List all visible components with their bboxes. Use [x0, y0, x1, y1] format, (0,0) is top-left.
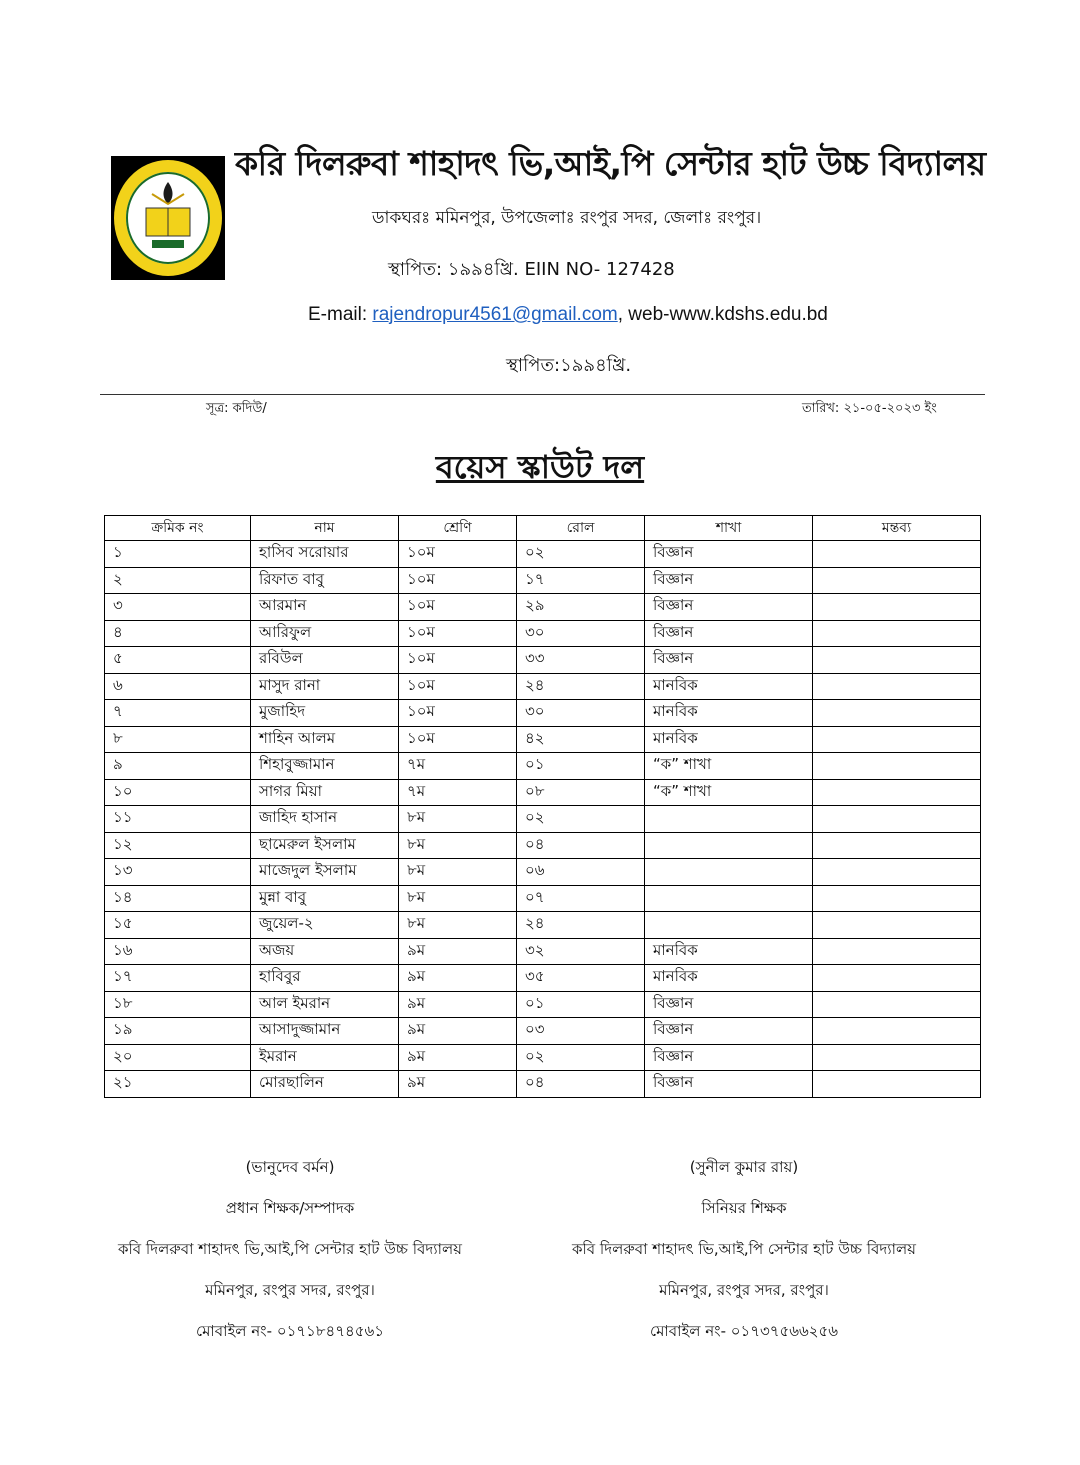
signatory-name: (ভানুদেব বর্মন) — [245, 1158, 335, 1176]
cell-remarks — [813, 753, 981, 780]
cell-branch: বিজ্ঞান — [645, 541, 813, 568]
cell-branch: মানবিক — [645, 726, 813, 753]
cell-serial: ১৭ — [105, 965, 251, 992]
cell-branch: বিজ্ঞান — [645, 647, 813, 674]
cell-class: ৯ম — [399, 1044, 517, 1071]
cell-roll: ০৭ — [517, 885, 645, 912]
cell-name: ছামেরুল ইসলাম — [251, 832, 399, 859]
cell-roll: ২৪ — [517, 912, 645, 939]
cell-branch: বিজ্ঞান — [645, 1071, 813, 1098]
cell-branch — [645, 885, 813, 912]
cell-serial: ৩ — [105, 594, 251, 621]
cell-class: ৮ম — [399, 885, 517, 912]
cell-name: ইমরান — [251, 1044, 399, 1071]
table-row — [105, 912, 981, 939]
cell-name: শিহাবুজ্জামান — [251, 753, 399, 780]
cell-roll: ৩২ — [517, 938, 645, 965]
cell-serial: ১ — [105, 541, 251, 568]
header-class: শ্রেণি — [399, 516, 517, 541]
cell-remarks — [813, 567, 981, 594]
cell-serial: ২ — [105, 567, 251, 594]
cell-roll: ৪২ — [517, 726, 645, 753]
cell-roll: ০২ — [517, 541, 645, 568]
cell-roll: ১৭ — [517, 567, 645, 594]
cell-remarks — [813, 991, 981, 1018]
cell-class: ৯ম — [399, 965, 517, 992]
cell-branch: মানবিক — [645, 938, 813, 965]
cell-remarks — [813, 859, 981, 886]
cell-class: ১০ম — [399, 567, 517, 594]
email-label: E-mail: — [308, 304, 373, 325]
cell-name: রিফাত বাবু — [251, 567, 399, 594]
cell-roll: ০২ — [517, 806, 645, 833]
cell-serial: ১২ — [105, 832, 251, 859]
cell-remarks — [813, 541, 981, 568]
cell-remarks — [813, 832, 981, 859]
cell-name: মুন্না বাবু — [251, 885, 399, 912]
cell-branch — [645, 832, 813, 859]
cell-roll: ০৮ — [517, 779, 645, 806]
cell-class: ১০ম — [399, 673, 517, 700]
cell-name: শাহিন আলম — [251, 726, 399, 753]
cell-name: হাসিব সরোয়ার — [251, 541, 399, 568]
cell-branch: মানবিক — [645, 673, 813, 700]
table-row — [105, 991, 981, 1018]
cell-remarks — [813, 938, 981, 965]
school-name: করি দিলরুবা শাহাদৎ ভি,আই,পি সেন্টার হাট উচ্চ বিদ্যালয় — [235, 144, 986, 183]
header-branch: শাখা — [645, 516, 813, 541]
cell-serial: ৭ — [105, 700, 251, 727]
table-row — [105, 885, 981, 912]
table-row — [105, 594, 981, 621]
table-row — [105, 832, 981, 859]
cell-name: মুজাহিদ — [251, 700, 399, 727]
table-row — [105, 673, 981, 700]
cell-serial: ১৪ — [105, 885, 251, 912]
cell-class: ১০ম — [399, 700, 517, 727]
cell-class: ১০ম — [399, 647, 517, 674]
cell-remarks — [813, 647, 981, 674]
cell-name: জাহিদ হাসান — [251, 806, 399, 833]
cell-branch — [645, 912, 813, 939]
cell-class: ১০ম — [399, 541, 517, 568]
cell-remarks — [813, 965, 981, 992]
cell-roll: ০৪ — [517, 832, 645, 859]
cell-branch — [645, 806, 813, 833]
signatory-mobile: মোবাইল নং- ০১৭৩৭৫৬৬২৫৬ — [649, 1322, 839, 1340]
cell-serial: ৫ — [105, 647, 251, 674]
table-row — [105, 806, 981, 833]
header-roll: রোল — [517, 516, 645, 541]
signatory-address: মমিনপুর, রংপুর সদর, রংপুর। — [659, 1281, 829, 1299]
header-divider — [100, 394, 985, 395]
cell-name: সাগর মিয়া — [251, 779, 399, 806]
cell-class: ৮ম — [399, 832, 517, 859]
cell-remarks — [813, 1071, 981, 1098]
cell-serial: ২১ — [105, 1071, 251, 1098]
table-row — [105, 1071, 981, 1098]
established-year: স্থাপিত:১৯৯৪খ্রি. — [506, 355, 632, 376]
cell-name: আরিফুল — [251, 620, 399, 647]
cell-class: ৯ম — [399, 1018, 517, 1045]
cell-remarks — [813, 700, 981, 727]
table-row — [105, 647, 981, 674]
cell-remarks — [813, 620, 981, 647]
cell-roll: ৩০ — [517, 700, 645, 727]
cell-name: জুয়েল-২ — [251, 912, 399, 939]
signature-block-right — [514, 1156, 974, 1361]
cell-branch: বিজ্ঞান — [645, 991, 813, 1018]
signatory-mobile: মোবাইল নং- ০১৭১৮৪৭৪৫৬১ — [196, 1322, 384, 1340]
table-row — [105, 779, 981, 806]
cell-name: মোরছালিন — [251, 1071, 399, 1098]
cell-branch: বিজ্ঞান — [645, 620, 813, 647]
cell-branch: বিজ্ঞান — [645, 1044, 813, 1071]
header-name: নাম — [251, 516, 399, 541]
reference-number: সূত্র: কদিউ/ — [206, 401, 267, 416]
cell-remarks — [813, 912, 981, 939]
table-row — [105, 541, 981, 568]
cell-class: ৯ম — [399, 991, 517, 1018]
header-serial: ক্রমিক নং — [105, 516, 251, 541]
document-title — [0, 442, 1080, 496]
cell-serial: ১১ — [105, 806, 251, 833]
cell-name: আসাদুজ্জামান — [251, 1018, 399, 1045]
cell-roll: ০৬ — [517, 859, 645, 886]
cell-serial: ৯ — [105, 753, 251, 780]
table-row — [105, 1044, 981, 1071]
cell-name: আল ইমরান — [251, 991, 399, 1018]
cell-roll: ৩০ — [517, 620, 645, 647]
cell-class: ৯ম — [399, 938, 517, 965]
cell-roll: ২৯ — [517, 594, 645, 621]
cell-serial: ১৬ — [105, 938, 251, 965]
cell-serial: ৪ — [105, 620, 251, 647]
table-row — [105, 938, 981, 965]
cell-class: ৮ম — [399, 859, 517, 886]
signatory-designation: সিনিয়র শিক্ষক — [701, 1199, 787, 1217]
signatory-designation: প্রধান শিক্ষক/সম্পাদক — [225, 1199, 355, 1217]
cell-class: ১০ম — [399, 726, 517, 753]
cell-roll: ০১ — [517, 753, 645, 780]
signatory-name: (সুনীল কুমার রায়) — [689, 1158, 799, 1176]
cell-name: হাবিবুর — [251, 965, 399, 992]
cell-branch: বিজ্ঞান — [645, 1018, 813, 1045]
signature-block-left — [60, 1156, 520, 1361]
scout-roster-table — [104, 515, 981, 1098]
table-row — [105, 726, 981, 753]
cell-roll: ০২ — [517, 1044, 645, 1071]
cell-branch: বিজ্ঞান — [645, 567, 813, 594]
cell-remarks — [813, 1044, 981, 1071]
cell-roll: ৩৫ — [517, 965, 645, 992]
signatory-address: মমিনপুর, রংপুর সদর, রংপুর। — [205, 1281, 375, 1299]
cell-class: ১০ম — [399, 620, 517, 647]
cell-branch: “ক” শাখা — [645, 753, 813, 780]
cell-remarks — [813, 885, 981, 912]
cell-serial: ২০ — [105, 1044, 251, 1071]
website-text: , web-www.kdshs.edu.bd — [617, 304, 828, 325]
table-row — [105, 567, 981, 594]
cell-serial: ৮ — [105, 726, 251, 753]
cell-roll: ২৪ — [517, 673, 645, 700]
signatory-institution: কবি দিলরুবা শাহাদৎ ভি,আই,পি সেন্টার হাট উচ্চ বিদ্যালয় — [572, 1240, 916, 1258]
cell-name: রবিউল — [251, 647, 399, 674]
cell-class: ৭ম — [399, 779, 517, 806]
table-row — [105, 965, 981, 992]
cell-roll: ০৪ — [517, 1071, 645, 1098]
cell-branch: বিজ্ঞান — [645, 594, 813, 621]
table-body — [105, 541, 981, 1098]
table-row — [105, 620, 981, 647]
cell-branch — [645, 859, 813, 886]
cell-remarks — [813, 594, 981, 621]
cell-class: ৮ম — [399, 912, 517, 939]
cell-serial: ১৫ — [105, 912, 251, 939]
cell-remarks — [813, 779, 981, 806]
contact-line — [308, 304, 828, 326]
cell-remarks — [813, 673, 981, 700]
table-row — [105, 859, 981, 886]
cell-remarks — [813, 726, 981, 753]
cell-remarks — [813, 806, 981, 833]
cell-serial: ১৮ — [105, 991, 251, 1018]
cell-name: মাজেদুল ইসলাম — [251, 859, 399, 886]
cell-remarks — [813, 1018, 981, 1045]
email-link[interactable]: rajendropur4561@gmail.com — [372, 304, 618, 325]
school-address: ডাকঘরঃ মমিনপুর, উপজেলাঃ রংপুর সদর, জেলাঃ রংপুর। — [372, 208, 762, 228]
cell-branch: মানবিক — [645, 700, 813, 727]
table-row — [105, 753, 981, 780]
cell-name: অজয় — [251, 938, 399, 965]
cell-serial: ১৯ — [105, 1018, 251, 1045]
cell-name: আরমান — [251, 594, 399, 621]
cell-roll: ০১ — [517, 991, 645, 1018]
cell-roll: ০৩ — [517, 1018, 645, 1045]
table-row — [105, 1018, 981, 1045]
cell-serial: ১০ — [105, 779, 251, 806]
header-remarks: মন্তব্য — [813, 516, 981, 541]
cell-class: ৯ম — [399, 1071, 517, 1098]
cell-name: মাসুদ রানা — [251, 673, 399, 700]
school-emblem-icon — [111, 156, 225, 280]
table-header-row — [105, 516, 981, 541]
cell-roll: ৩৩ — [517, 647, 645, 674]
document-date: তারিখ: ২১-০৫-২০২৩ ইং — [802, 401, 937, 416]
cell-class: ৭ম — [399, 753, 517, 780]
cell-branch: মানবিক — [645, 965, 813, 992]
cell-class: ১০ম — [399, 594, 517, 621]
cell-branch: “ক” শাখা — [645, 779, 813, 806]
document-title-text: বয়েস স্কাউট দল — [435, 448, 645, 486]
table-row — [105, 700, 981, 727]
cell-serial: ৬ — [105, 673, 251, 700]
established-eiin: স্থাপিত: ১৯৯৪খ্রি. EIIN NO- 127428 — [388, 259, 675, 280]
cell-class: ৮ম — [399, 806, 517, 833]
cell-serial: ১৩ — [105, 859, 251, 886]
signatory-institution: কবি দিলরুবা শাহাদৎ ভি,আই,পি সেন্টার হাট উচ্চ বিদ্যালয় — [118, 1240, 462, 1258]
